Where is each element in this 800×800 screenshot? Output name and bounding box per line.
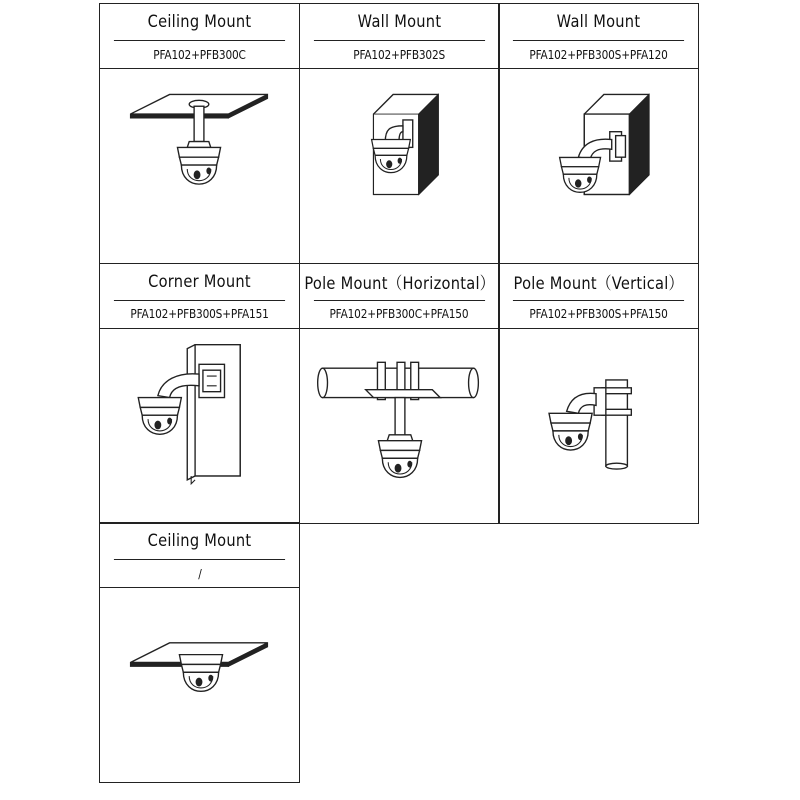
mount-model: PFA102+PFB300S+PFA151 [100,301,299,329]
mount-title: Wall Mount [313,4,484,41]
mount-title: Pole Mount（Horizontal） [313,264,484,301]
empty-cell [299,522,500,783]
ceiling-mount-flush-illustration [100,588,299,782]
mount-model: PFA102+PFB300C+PFA150 [300,301,499,329]
mount-row [99,3,698,263]
pole-mount-horizontal-illustration [300,329,499,523]
mount-cell [498,3,699,264]
mount-cell [99,522,300,783]
mount-row [99,263,698,523]
mount-title: Pole Mount（Vertical） [513,264,684,301]
mount-model: PFA102+PFB300S+PFA120 [499,41,698,69]
mount-row [99,522,698,782]
mount-title: Wall Mount [513,4,684,41]
mount-cell [99,263,300,524]
mount-cell [299,3,500,264]
pole-mount-vertical-illustration [499,329,698,523]
mount-model: PFA102+PFB300S+PFA150 [499,301,698,329]
corner-mount-illustration [100,329,299,523]
mount-model: PFA102+PFB300C [100,41,299,69]
mount-model: PFA102+PFB302S [300,41,499,69]
mount-table [99,3,698,782]
mount-cell [498,263,699,524]
wall-mount-short-illustration [300,69,499,263]
ceiling-mount-with-bracket-illustration [100,69,299,263]
wall-mount-with-box-illustration [499,69,698,263]
mount-cell [299,263,500,524]
empty-cell [498,522,699,783]
mount-title: Ceiling Mount [114,4,285,41]
mount-title: Ceiling Mount [114,523,285,560]
mount-cell [99,3,300,264]
mount-title: Corner Mount [114,264,285,301]
mount-model: / [100,560,299,588]
